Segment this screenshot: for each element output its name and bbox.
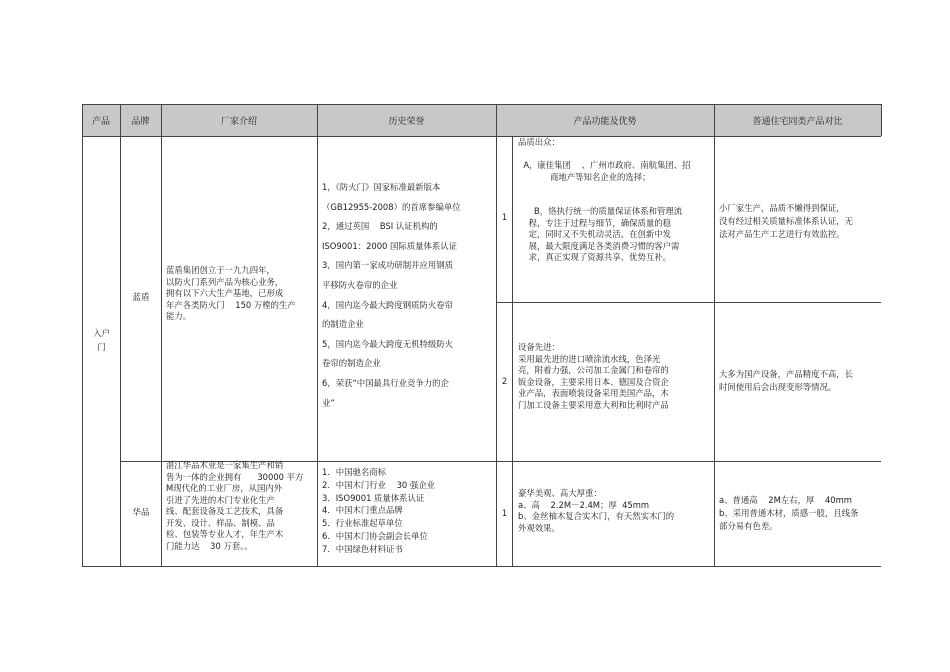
feature-text: 品质出众： A，康佳集团 、广州市政府、南航集团、招 商地产等知名企业的选择； B，恪执行统一的质量保证体系和管理流 程，专注于过程与细节，确保质量的稳 定，同时又不失机动灵活，在创新中发 展，最大限度满足各类消费习惯的客户需 求，真正实现了资源共享、优势互补。 xyxy=(518,137,691,262)
rule-col-no xyxy=(512,136,513,567)
header-history-honors: 历史荣誉 xyxy=(388,116,425,127)
history-honors: 1．中国驰名商标 2．中国木门行业 30 强企业 3．ISO9001 质量体系认证 4．中国木门重点品牌 5．行业标准起草单位 6．中国木门协会副会长单位 7．中国绿色材料证书 xyxy=(322,467,436,554)
rule-col-3 xyxy=(317,104,318,567)
comparison-text: a、普通高 2M左右，厚 40mm b、采用普通木材，质感一般，且线条 部分易有色差。 xyxy=(719,495,859,531)
product-category: 入户 门 xyxy=(93,328,110,352)
comparison-text: 小厂家生产，品质不懒得到保证， 没有经过相关质量标准体系认证，无 法对产品生产工艺进行有效监控。 xyxy=(719,203,853,239)
rule-table-bottom xyxy=(82,566,881,567)
rule-col-4 xyxy=(496,104,497,567)
brand-name: 华品 xyxy=(132,507,150,518)
feature-number: 2 xyxy=(501,375,508,386)
feature-number: 1 xyxy=(501,211,508,222)
rule-row1-split xyxy=(496,302,881,303)
feature-text: 设备先进： 采用最先进的进口喷涂流水线，色泽光 亮，附着力强，公司加工金属门和卷帘的 钣金设备，主要采用日本、德国及合资企 业产品，表面喷装设备采用美国产品，木 门加工设备主要采用意大利和比利时产品 xyxy=(518,342,669,410)
manufacturer-intro: 湛江华品木业是一家集生产和销 售为一体的企业拥有 30000 平方 M现代化的工业厂房，从国内外 引进了先进的木门专业化生产 线、配套设备及工艺技术，具备 开发、设计、样品、制模、品 检、包装等专业人才，年生产木 门能力达 30 万套。。 xyxy=(166,460,304,551)
header-manufacturer-intro: 厂家介绍 xyxy=(220,116,257,127)
rule-col-1 xyxy=(120,104,121,567)
rule-col-6 xyxy=(881,104,882,136)
brand-name: 蓝盾 xyxy=(132,292,150,303)
comparison-text: 大多为国产设备，产品精度不高，长 时间使用后会出现变形等情况。 xyxy=(719,369,853,392)
header-comparison: 普通住宅同类产品对比 xyxy=(752,116,843,127)
manufacturer-intro: 蓝盾集团创立于一九九四年， 以防火门系列产品为核心业务， 拥有以下六大生产基地，已形成 年产各类防火门 150 万樘的生产 能力。 xyxy=(166,265,296,321)
feature-text: 豪华美观、高大厚重： a、高 2.2M－2.4M；厚 45mm b、金丝柚木复合实木门，有天然实木门的 外观效果。 xyxy=(518,488,675,533)
header-features-advantages: 产品功能及优势 xyxy=(573,116,637,127)
feature-number: 1 xyxy=(501,507,508,518)
rule-col-5 xyxy=(714,104,715,567)
rule-top xyxy=(82,104,881,105)
rule-col-2 xyxy=(161,104,162,567)
rule-header-bottom xyxy=(82,136,881,137)
header-brand: 品牌 xyxy=(131,116,150,127)
header-product: 产品 xyxy=(91,116,110,127)
history-honors: 1，《防火门》国家标准最新版本 （GB12955-2008）的首席参编单位 2，通过英国 BSI 认证机构的 ISO9001：2000 国际质量体系认证 3，国内第一家成功研制并应用钢质 平移防火卷帘的企业 4，国内迄今最大跨度钢质防火卷帘 的制造企业 5，国内迄今最大跨度无机特级防火 卷帘的制造企业 6，荣获“中国最具行业竞争力的企 业” xyxy=(322,182,461,408)
